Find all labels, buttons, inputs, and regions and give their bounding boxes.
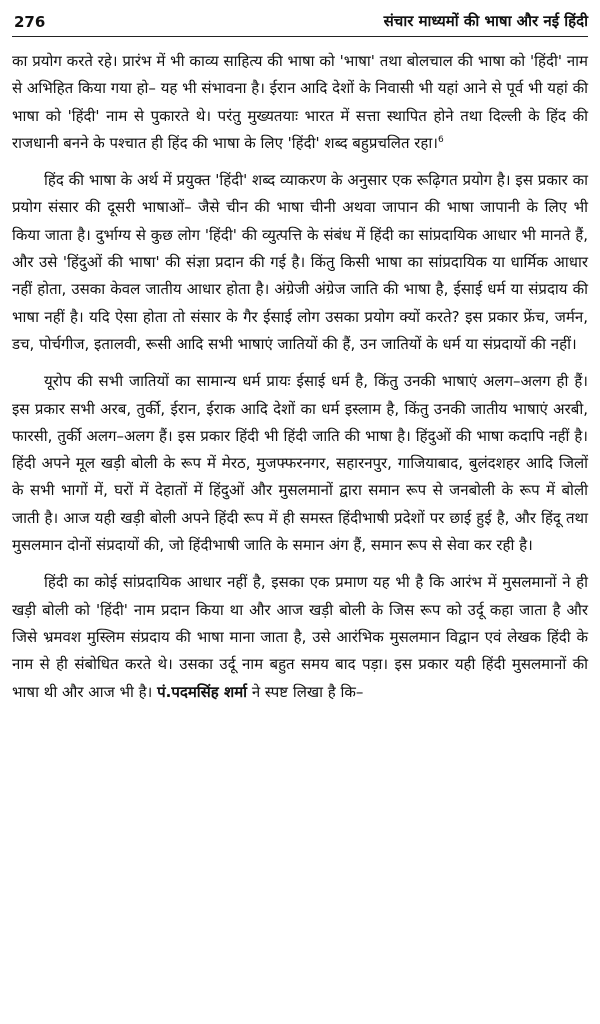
page-header (12, 6, 588, 37)
paragraph-2 (12, 167, 588, 358)
page-body (12, 48, 588, 716)
paragraph-1-text: का प्रयोग करते रहे। प्रारंभ में भी काव्य साहित्य की भाषा को 'भाषा' तथा बोलचाल की भाषा को 'हिंदी' नाम से अभिहित किया गया हो– यह भी संभावना है। ईरान आदि देशों के निवासी भी यहां आने से पूर्व भी यहां की भाषा को 'हिंदी' नाम से पुकारते थे। परंतु मुख्यतयाः भारत में सत्ता स्थापित होने तथा दिल्ली के हिंद की राजधानी बनने के पश्चात ही हिंद की भाषा के लिए 'हिंदी' शब्द बहुप्रचलित रहा। (12, 52, 588, 152)
paragraph-3-text: यूरोप की सभी जातियों का सामान्य धर्म प्रायः ईसाई धर्म है, किंतु उनकी भाषाएं अलग–अलग ही हैं। इस प्रकार सभी अरब, तुर्की, ईरान, ईराक आदि देशों का धर्म इस्लाम है, किंतु उनकी जातीय भाषाएं अरबी, फारसी, तुर्की अलग–अलग हैं। इस प्रकार हिंदी भी हिंदी जाति की भाषा है। हिंदुओं की भाषा कदापि नहीं है। हिंदी अपने मूल खड़ी बोली के रूप में मेरठ, मुजफ्फरनगर, सहारनपुर, गाजियाबाद, बुलंदशहर आदि जिलों के सभी भागों में, घरों में देहातों में हिंदुओं और मुसलमानों द्वारा समान रूप से जनबोली के रूप में बोली जाती है। आज यही खड़ी बोली अपने हिंदी रूप में ही समस्त हिंदीभाषी प्रदेशों पर छाई हुई है, और हिंदू तथा मुसलमान दोनों संप्रदायों की, जो हिंदीभाषी जाति के समान अंग हैं, समान रूप से सेवा कर रही है। (12, 372, 588, 555)
author-name: पं.पदमसिंह शर्मा (157, 682, 248, 701)
paragraph-3 (12, 368, 588, 559)
paragraph-2-text: हिंद की भाषा के अर्थ में प्रयुक्त 'हिंदी' शब्द व्याकरण के अनुसार एक रूढ़िगत प्रयोग है। इस प्रकार का प्रयोग संसार की दूसरी भाषाओं– जैसे चीन की भाषा चीनी अथवा जापान की भाषा जापानी के लिए भी किया जाता है। दुर्भाग्य से कुछ लोग 'हिंदी' की व्युत्पत्ति के संबंध में हिंदी का सांप्रदायिक आधार भी मानते हैं, और उसे 'हिंदुओं की भाषा' की संज्ञा प्रदान की गई है। किंतु किसी भाषा का सांप्रदायिक या धार्मिक आधार नहीं होता, उसका केवल जातीय आधार होता है। अंग्रेजी अंग्रेज जाति की भाषा है, ईसाई धर्म या संप्रदाय की भाषा नहीं है। यदि ऐसा होता तो संसार के गैर ईसाई लोग उसका प्रयोग क्यों करते? इस प्रकार फ्रेंच, जर्मन, डच, पोर्चगीज, इतालवी, रूसी आदि सभी भाषाएं जातियों की हैं, उन जातियों के धर्म या संप्रदायों की नहीं। (12, 171, 588, 353)
paragraph-4 (12, 569, 588, 705)
footnote-marker: 6 (437, 134, 444, 145)
paragraph-4-tail: ने स्पष्ट लिखा है कि– (251, 682, 364, 701)
page-number: 276 (14, 13, 46, 31)
running-title: संचार माध्यमों की भाषा और नई हिंदी (383, 12, 588, 30)
paragraph-4-text: हिंदी का कोई सांप्रदायिक आधार नहीं है, इसका एक प्रमाण यह भी है कि आरंभ में मुसलमानों ने ही खड़ी बोली को 'हिंदी' नाम प्रदान किया था और आज खड़ी बोली के जिस रूप को उर्दू कहा जाता है और जिसे भ्रमवश मुस्लिम संप्रदाय की भाषा माना जाता है, उसे आरंभिक मुसलमान विद्वान एवं लेखक हिंदी के नाम से ही संबोधित करते थे। उसका उर्दू नाम बहुत समय बाद पड़ा। इस प्रकार यही हिंदी मुसलमानों की भाषा थी और आज भी है। (12, 573, 588, 701)
paragraph-1 (12, 48, 588, 157)
